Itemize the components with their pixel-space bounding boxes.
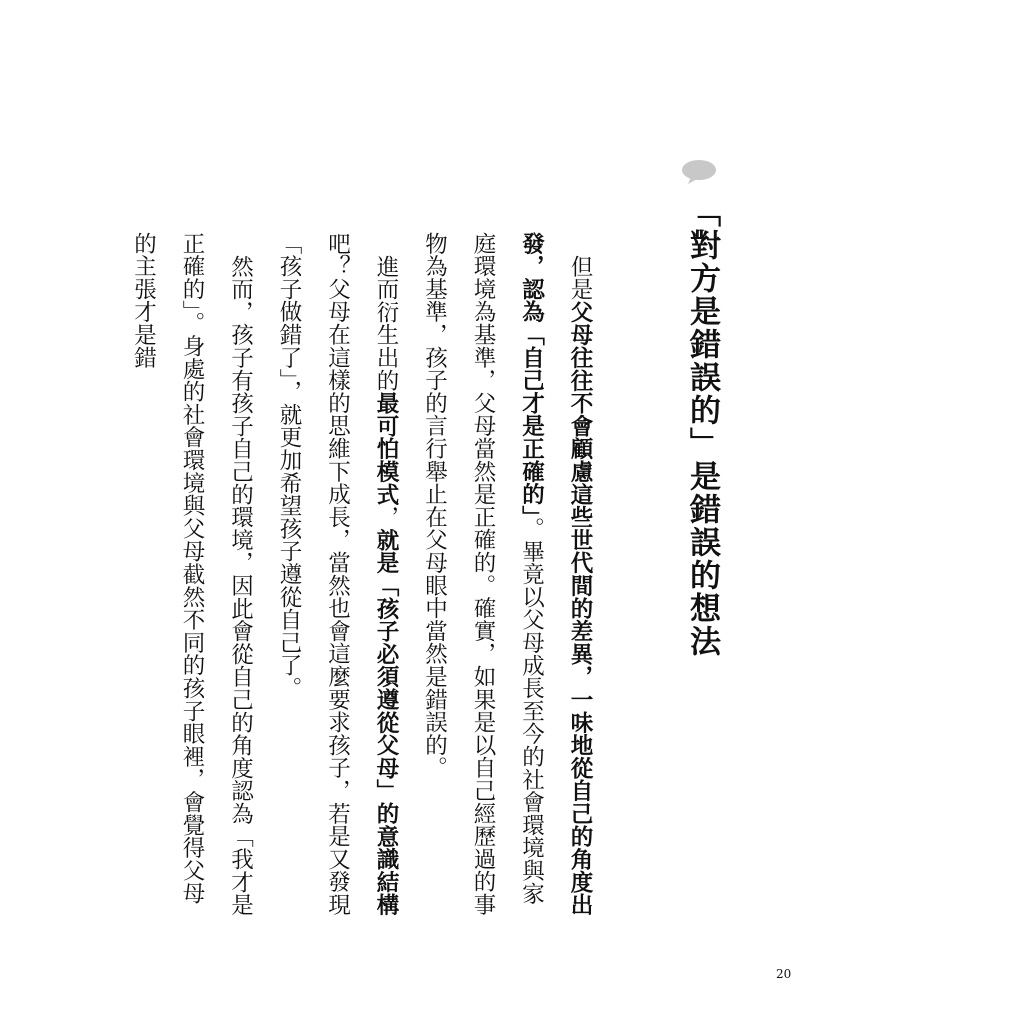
text-run: 然而，孩子有孩子自己的環境，因此會從自己的角度認為「我才是正確的」。身處的社會環境與父母截然不同的孩子眼裡，會覺得父母的主張才是錯: [130, 232, 254, 916]
section-title: 「對方是錯誤的」是錯誤的想法: [684, 196, 720, 658]
page-number: 20: [776, 967, 792, 981]
paragraph: [410, 232, 604, 922]
paragraph: [119, 232, 265, 922]
text-run: ，: [373, 505, 399, 529]
speech-bubble-icon: [682, 160, 716, 184]
emphasis-text: 最可怕模式: [373, 391, 399, 506]
text-run: 吧？父母在這樣的思維下成長，當然也會這麼要求孩子，若是又發現「孩子做錯了」，就更加希望孩子遵從自己了。: [276, 232, 351, 916]
emphasis-text: 就是「孩子必須遵從父母」的意識結構: [373, 528, 399, 916]
paragraph: [265, 232, 411, 922]
text-run: 進而衍生出的: [373, 254, 399, 392]
text-run: 。畢竟以父母成長至今的社會環境與家庭環境為基準，父母當然是正確的。確實，如果是以自己經歷過的事物為基準，孩子的言行舉止在父母眼中當然是錯誤的。: [421, 232, 545, 916]
emphasis-text: 父母往往不會顧慮這些世代間的差異，一味地從自己的角度出發，認為「自己才是正確的」: [518, 232, 593, 916]
body-text: [119, 232, 604, 922]
text-run: 但是: [567, 254, 593, 301]
